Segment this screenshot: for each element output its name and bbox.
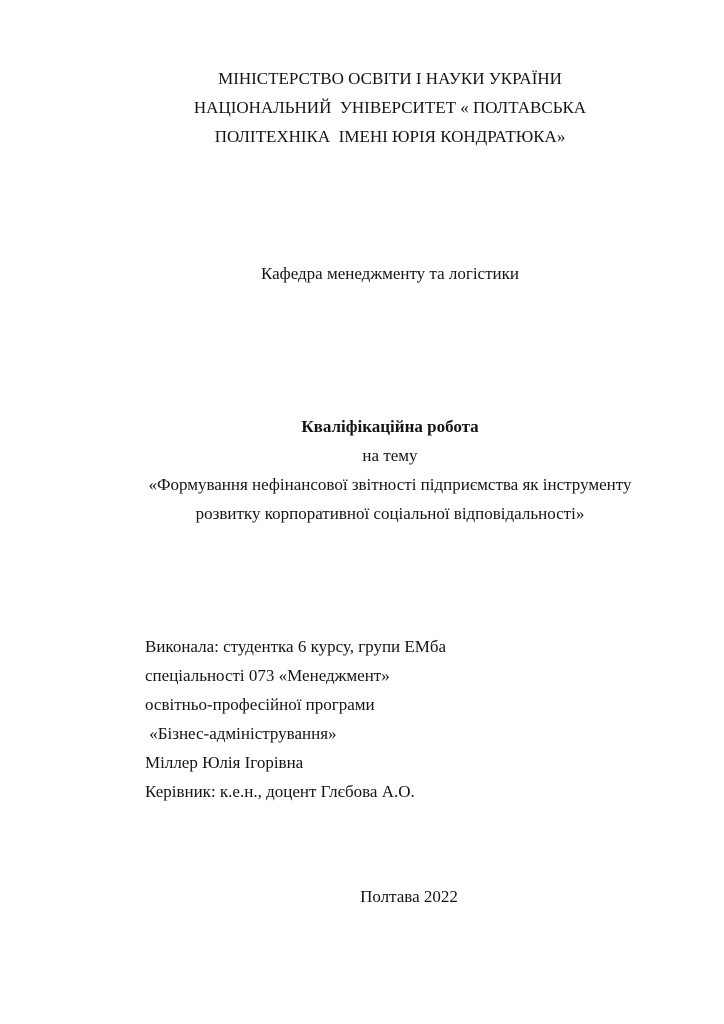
author-name-line: Міллер Юлія Ігорівна (145, 753, 304, 772)
topic-line-1: «Формування нефінансової звітності підприємства як інструменту (148, 475, 632, 494)
department-line: Кафедра менеджменту та логістики (261, 264, 519, 283)
supervisor-line: Керівник: к.е.н., доцент Глєбова А.О. (145, 782, 415, 801)
topic-intro: на тему (362, 446, 418, 465)
author-performed-by-line: Виконала: студентка 6 курсу, групи ЕМба (145, 637, 447, 656)
author-program-line: освітньо-професійної програми (145, 695, 375, 714)
work-type-title: Кваліфікаційна робота (301, 417, 479, 436)
university-header (105, 64, 675, 151)
topic-line-2: розвитку корпоративної соціальної відповідальності» (195, 504, 585, 523)
ministry-line: МІНІСТЕРСТВО ОСВІТИ І НАУКИ УКРАЇНИ (218, 69, 562, 88)
author-program-name-line: «Бізнес-адміністрування» (145, 724, 337, 743)
author-block (145, 632, 675, 806)
city-year-line: Полтава 2022 (360, 887, 458, 906)
university-name-line-2: ПОЛІТЕХНІКА ІМЕНІ ЮРІЯ КОНДРАТЮКА» (214, 127, 566, 146)
author-specialty-line: спеціальності 073 «Менеджмент» (145, 666, 390, 685)
title-block (105, 412, 675, 528)
university-name-line-1: НАЦІОНАЛЬНИЙ УНІВЕРСИТЕТ « ПОЛТАВСЬКА (193, 98, 587, 117)
